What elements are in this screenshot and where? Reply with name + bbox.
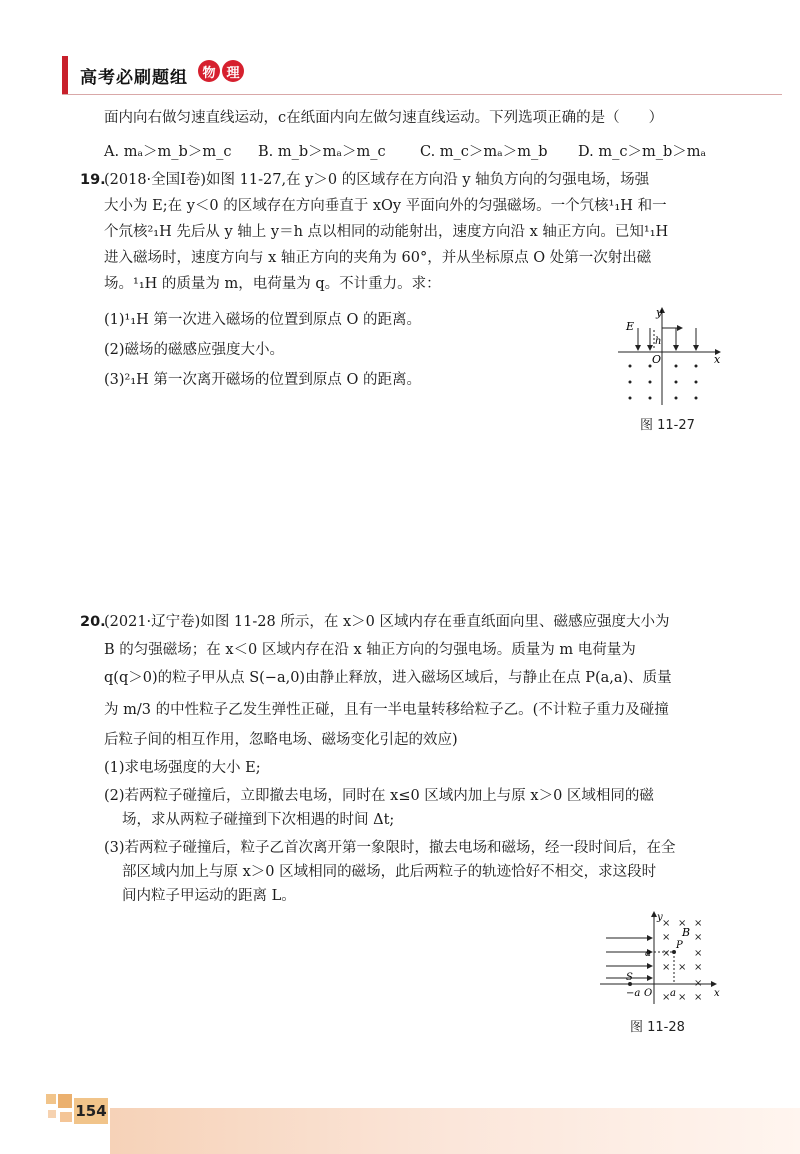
label-x: x xyxy=(714,988,720,999)
svg-text:×: × xyxy=(694,932,703,943)
q20-line-5: 后粒子间的相互作用，忽略电场、磁场变化引起的效应) xyxy=(104,732,458,748)
q18-option-b: B. m_b＞mₐ＞m_c xyxy=(258,144,386,160)
label-y: y xyxy=(656,306,663,319)
q20-line-1: (2021·辽宁卷)如图 11-28 所示，在 x＞0 区域内存在垂直纸面向里、磁感应强度大小为 xyxy=(104,614,670,630)
svg-text:×: × xyxy=(694,962,703,973)
label-o: O xyxy=(644,988,653,999)
svg-text:×: × xyxy=(678,962,687,973)
svg-text:×: × xyxy=(662,932,671,943)
label-a-y: a xyxy=(645,948,651,959)
figure-11-27-caption: 图 11-27 xyxy=(640,418,695,433)
magnetic-field-dots xyxy=(629,365,698,400)
subject-badge-char-2: 理 xyxy=(222,60,244,82)
q19-number: 19. xyxy=(80,172,106,188)
q19-sub-2: (2)磁场的磁感应强度大小。 xyxy=(104,342,285,358)
label-b: B xyxy=(682,926,691,939)
label-neg-a: −a xyxy=(626,988,641,999)
label-s: S xyxy=(626,972,633,983)
svg-text:×: × xyxy=(662,918,671,929)
footer-band xyxy=(110,1108,800,1154)
q20-line-4: 为 m/3 的中性粒子乙发生弹性正碰，且有一半电量转移给粒子乙。(不计粒子重力及碰撞 xyxy=(104,702,669,718)
svg-text:×: × xyxy=(662,962,671,973)
q19-sub-3: (3)²₁H 第一次离开磁场的位置到原点 O 的距离。 xyxy=(104,372,422,388)
q18-option-c: C. m_c＞mₐ＞m_b xyxy=(420,144,548,160)
q18-option-a: A. mₐ＞m_b＞m_c xyxy=(104,144,232,160)
q20-sub-1: (1)求电场强度的大小 E; xyxy=(104,760,261,776)
label-a-x: a xyxy=(670,988,676,999)
book-title: 高考必刷题组 xyxy=(80,68,188,88)
q19-line-5: 场。¹₁H 的质量为 m，电荷量为 q。不计重力。求： xyxy=(104,276,441,292)
label-h: h xyxy=(655,336,662,347)
header-accent-bar xyxy=(62,56,68,94)
svg-text:×: × xyxy=(694,918,703,929)
q20-sub-3-line-1: (3)若两粒子碰撞后，粒子乙首次离开第一象限时，撤去电场和磁场，经一段时间后，在全 xyxy=(104,840,676,856)
svg-text:×: × xyxy=(662,948,671,959)
q20-line-3: q(q＞0)的粒子甲从点 S(−a,0)由静止释放，进入磁场区域后，与静止在点 P(a,a)、质量 xyxy=(104,670,672,686)
svg-text:×: × xyxy=(694,948,703,959)
q19-line-3: 个氘核²₁H 先后从 y 轴上 y＝h 点以相同的动能射出，速度方向沿 x 轴正方向。已知¹₁H xyxy=(104,224,669,240)
q19-line-1: (2018·全国Ⅰ卷)如图 11-27,在 y＞0 的区域存在方向沿 y 轴负方向的匀强电场，场强 xyxy=(104,172,650,188)
label-x: x xyxy=(714,353,721,366)
q18-tail-line: 面内向右做匀速直线运动，c在纸面内向左做匀速直线运动。下列选项正确的是（ ） xyxy=(104,110,664,126)
label-e: E xyxy=(626,320,635,333)
svg-text:×: × xyxy=(662,992,671,1003)
label-o: O xyxy=(652,353,662,366)
q19-sub-1: (1)¹₁H 第一次进入磁场的位置到原点 O 的距离。 xyxy=(104,312,422,328)
q19-line-2: 大小为 E;在 y＜0 的区域存在方向垂直于 xOy 平面向外的匀强磁场。一个氕核¹₁H 和一 xyxy=(104,198,667,214)
page-number: 154 xyxy=(74,1098,108,1124)
figure-11-28-caption: 图 11-28 xyxy=(630,1020,685,1035)
subject-badge-char-1: 物 xyxy=(198,60,220,82)
svg-text:×: × xyxy=(694,992,703,1003)
q20-line-2: B 的匀强磁场；在 x＜0 区域内存在沿 x 轴正方向的匀强电场。质量为 m 电荷量为 xyxy=(104,642,636,658)
subject-badge xyxy=(198,60,244,82)
label-y: y xyxy=(657,912,663,923)
svg-text:×: × xyxy=(678,918,687,929)
q18-option-d: D. m_c＞m_b＞mₐ xyxy=(578,144,707,160)
q19-line-4: 进入磁场时，速度方向与 x 轴正方向的夹角为 60°，并从坐标原点 O 处第一次射出磁 xyxy=(104,250,652,266)
svg-text:×: × xyxy=(694,978,703,989)
figure-11-27 xyxy=(610,300,730,410)
figure-11-28 xyxy=(596,908,726,1008)
q20-sub-3-line-3: 间内粒子甲运动的距离 L。 xyxy=(122,888,296,904)
header-divider xyxy=(62,94,782,95)
q20-sub-3-line-2: 部区域内加上与原 x＞0 区域相同的磁场，此后两粒子的轨迹恰好不相交，求这段时 xyxy=(122,864,657,880)
svg-text:×: × xyxy=(678,992,687,1003)
q20-sub-2-line-1: (2)若两粒子碰撞后，立即撤去电场，同时在 x≤0 区域内加上与原 x＞0 区域相同的磁 xyxy=(104,788,654,804)
q20-number: 20. xyxy=(80,614,106,630)
q20-sub-2-line-2: 场，求从两粒子碰撞到下次相遇的时间 Δt; xyxy=(122,812,395,828)
label-p: P xyxy=(676,940,683,951)
